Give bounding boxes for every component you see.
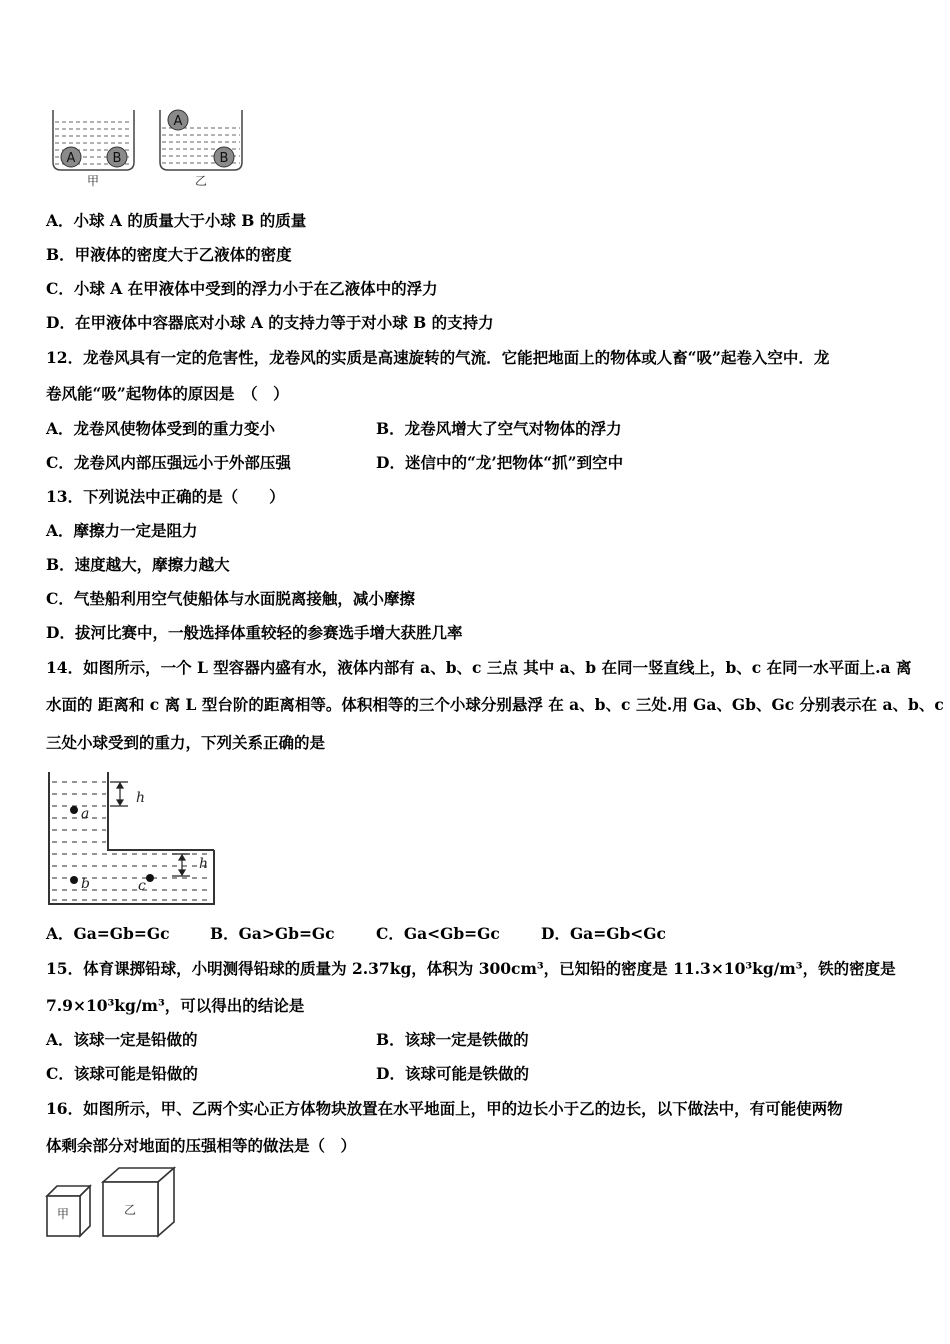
q15-stem-line1: 15．体育课掷铅球，小明测得铅球的质量为 2.37kg，体积为 300cm³，已知铅的密度是 11.3×10³kg/m³，铁的密度是 bbox=[46, 959, 896, 978]
q15-stem-line2: 7.9×10³kg/m³，可以得出的结论是 bbox=[46, 996, 305, 1015]
q14-option-d[interactable]: D．Ga=Gb<Gc bbox=[541, 924, 666, 943]
ball-a-label: A bbox=[173, 114, 183, 129]
q12-stem-line1: 12．龙卷风具有一定的危害性，龙卷风的实质是高速旋转的气流．它能把地面上的物体或人畜“吸”起卷入空中．龙 bbox=[46, 348, 830, 367]
q11-option-c[interactable]: C．小球 A 在甲液体中受到的浮力小于在乙液体中的浮力 bbox=[46, 279, 438, 298]
beakers-figure bbox=[48, 104, 280, 190]
beaker-left-caption: 甲 bbox=[86, 174, 100, 188]
q11-option-b[interactable]: B．甲液体的密度大于乙液体的密度 bbox=[46, 245, 292, 264]
q13-option-b[interactable]: B．速度越大，摩擦力越大 bbox=[46, 555, 230, 574]
q13-option-a[interactable]: A．摩擦力一定是阻力 bbox=[46, 521, 198, 540]
cube-left-label: 甲 bbox=[56, 1207, 70, 1221]
q14-option-a[interactable]: A．Ga=Gb=Gc bbox=[46, 924, 170, 943]
q16-stem-line1: 16．如图所示，甲、乙两个实心正方体物块放置在水平地面上，甲的边长小于乙的边长，以下做法中，有可能使两物 bbox=[46, 1099, 843, 1118]
q11-option-a[interactable]: A．小球 A 的质量大于小球 B 的质量 bbox=[46, 211, 307, 230]
q16-stem-line2: 体剩余部分对地面的压强相等的做法是（ ） bbox=[46, 1136, 357, 1155]
q15-option-d[interactable]: D．该球可能是铁做的 bbox=[376, 1064, 529, 1083]
beaker-right-caption: 乙 bbox=[194, 174, 208, 188]
q14-option-c[interactable]: C．Ga<Gb=Gc bbox=[376, 924, 500, 943]
q11-option-d[interactable]: D．在甲液体中容器底对小球 A 的支持力等于对小球 B 的支持力 bbox=[46, 313, 494, 332]
q12-option-b[interactable]: B．龙卷风增大了空气对物体的浮力 bbox=[376, 419, 622, 438]
q15-option-a[interactable]: A．该球一定是铅做的 bbox=[46, 1030, 198, 1049]
cube-right-label: 乙 bbox=[123, 1203, 137, 1217]
h-label-bottom: h bbox=[199, 856, 209, 872]
q15-option-b[interactable]: B．该球一定是铁做的 bbox=[376, 1030, 529, 1049]
q14-stem-line1: 14．如图所示，一个 L 型容器内盛有水，液体内部有 a、b、c 三点 其中 a、b 在同一竖直线上，b、c 在同一水平面上.a 离 bbox=[46, 658, 912, 677]
q13-option-c[interactable]: C．气垫船利用空气使船体与水面脱离接触，减小摩擦 bbox=[46, 589, 415, 608]
q14-option-b[interactable]: B．Ga>Gb=Gc bbox=[210, 924, 335, 943]
q12-option-a[interactable]: A．龙卷风使物体受到的重力变小 bbox=[46, 419, 276, 438]
ball-c bbox=[146, 874, 154, 882]
ball-b-label: B bbox=[112, 151, 122, 166]
q14-stem-line3: 三处小球受到的重力，下列关系正确的是 bbox=[46, 733, 326, 752]
label-b: b bbox=[81, 876, 90, 892]
q12-stem-line2: 卷风能“吸”起物体的原因是 （ ） bbox=[46, 384, 289, 403]
ball-a bbox=[70, 806, 78, 814]
cubes-figure bbox=[44, 1164, 184, 1240]
q12-option-c[interactable]: C．龙卷风内部压强远小于外部压强 bbox=[46, 453, 291, 472]
ball-b bbox=[70, 876, 78, 884]
l-container-figure bbox=[44, 770, 224, 910]
q12-option-d[interactable]: D．迷信中的“龙’把物体“抓”到空中 bbox=[376, 453, 624, 472]
ball-b-label: B bbox=[219, 151, 229, 166]
q13-stem: 13．下列说法中正确的是（ ） bbox=[46, 487, 285, 506]
q13-option-d[interactable]: D．拔河比赛中，一般选择体重较轻的参赛选手增大获胜几率 bbox=[46, 623, 463, 642]
ball-a-label: A bbox=[66, 151, 76, 166]
h-label-top: h bbox=[136, 790, 146, 806]
label-a: a bbox=[81, 806, 90, 822]
q14-stem-line2: 水面的 距离和 c 离 L 型台阶的距离相等。体积相等的三个小球分别悬浮 在 a、b、c 三处.用 Ga、Gb、Gc 分别表示在 a、b、c bbox=[46, 695, 944, 714]
q15-option-c[interactable]: C．该球可能是铅做的 bbox=[46, 1064, 198, 1083]
label-c: c bbox=[138, 878, 146, 894]
